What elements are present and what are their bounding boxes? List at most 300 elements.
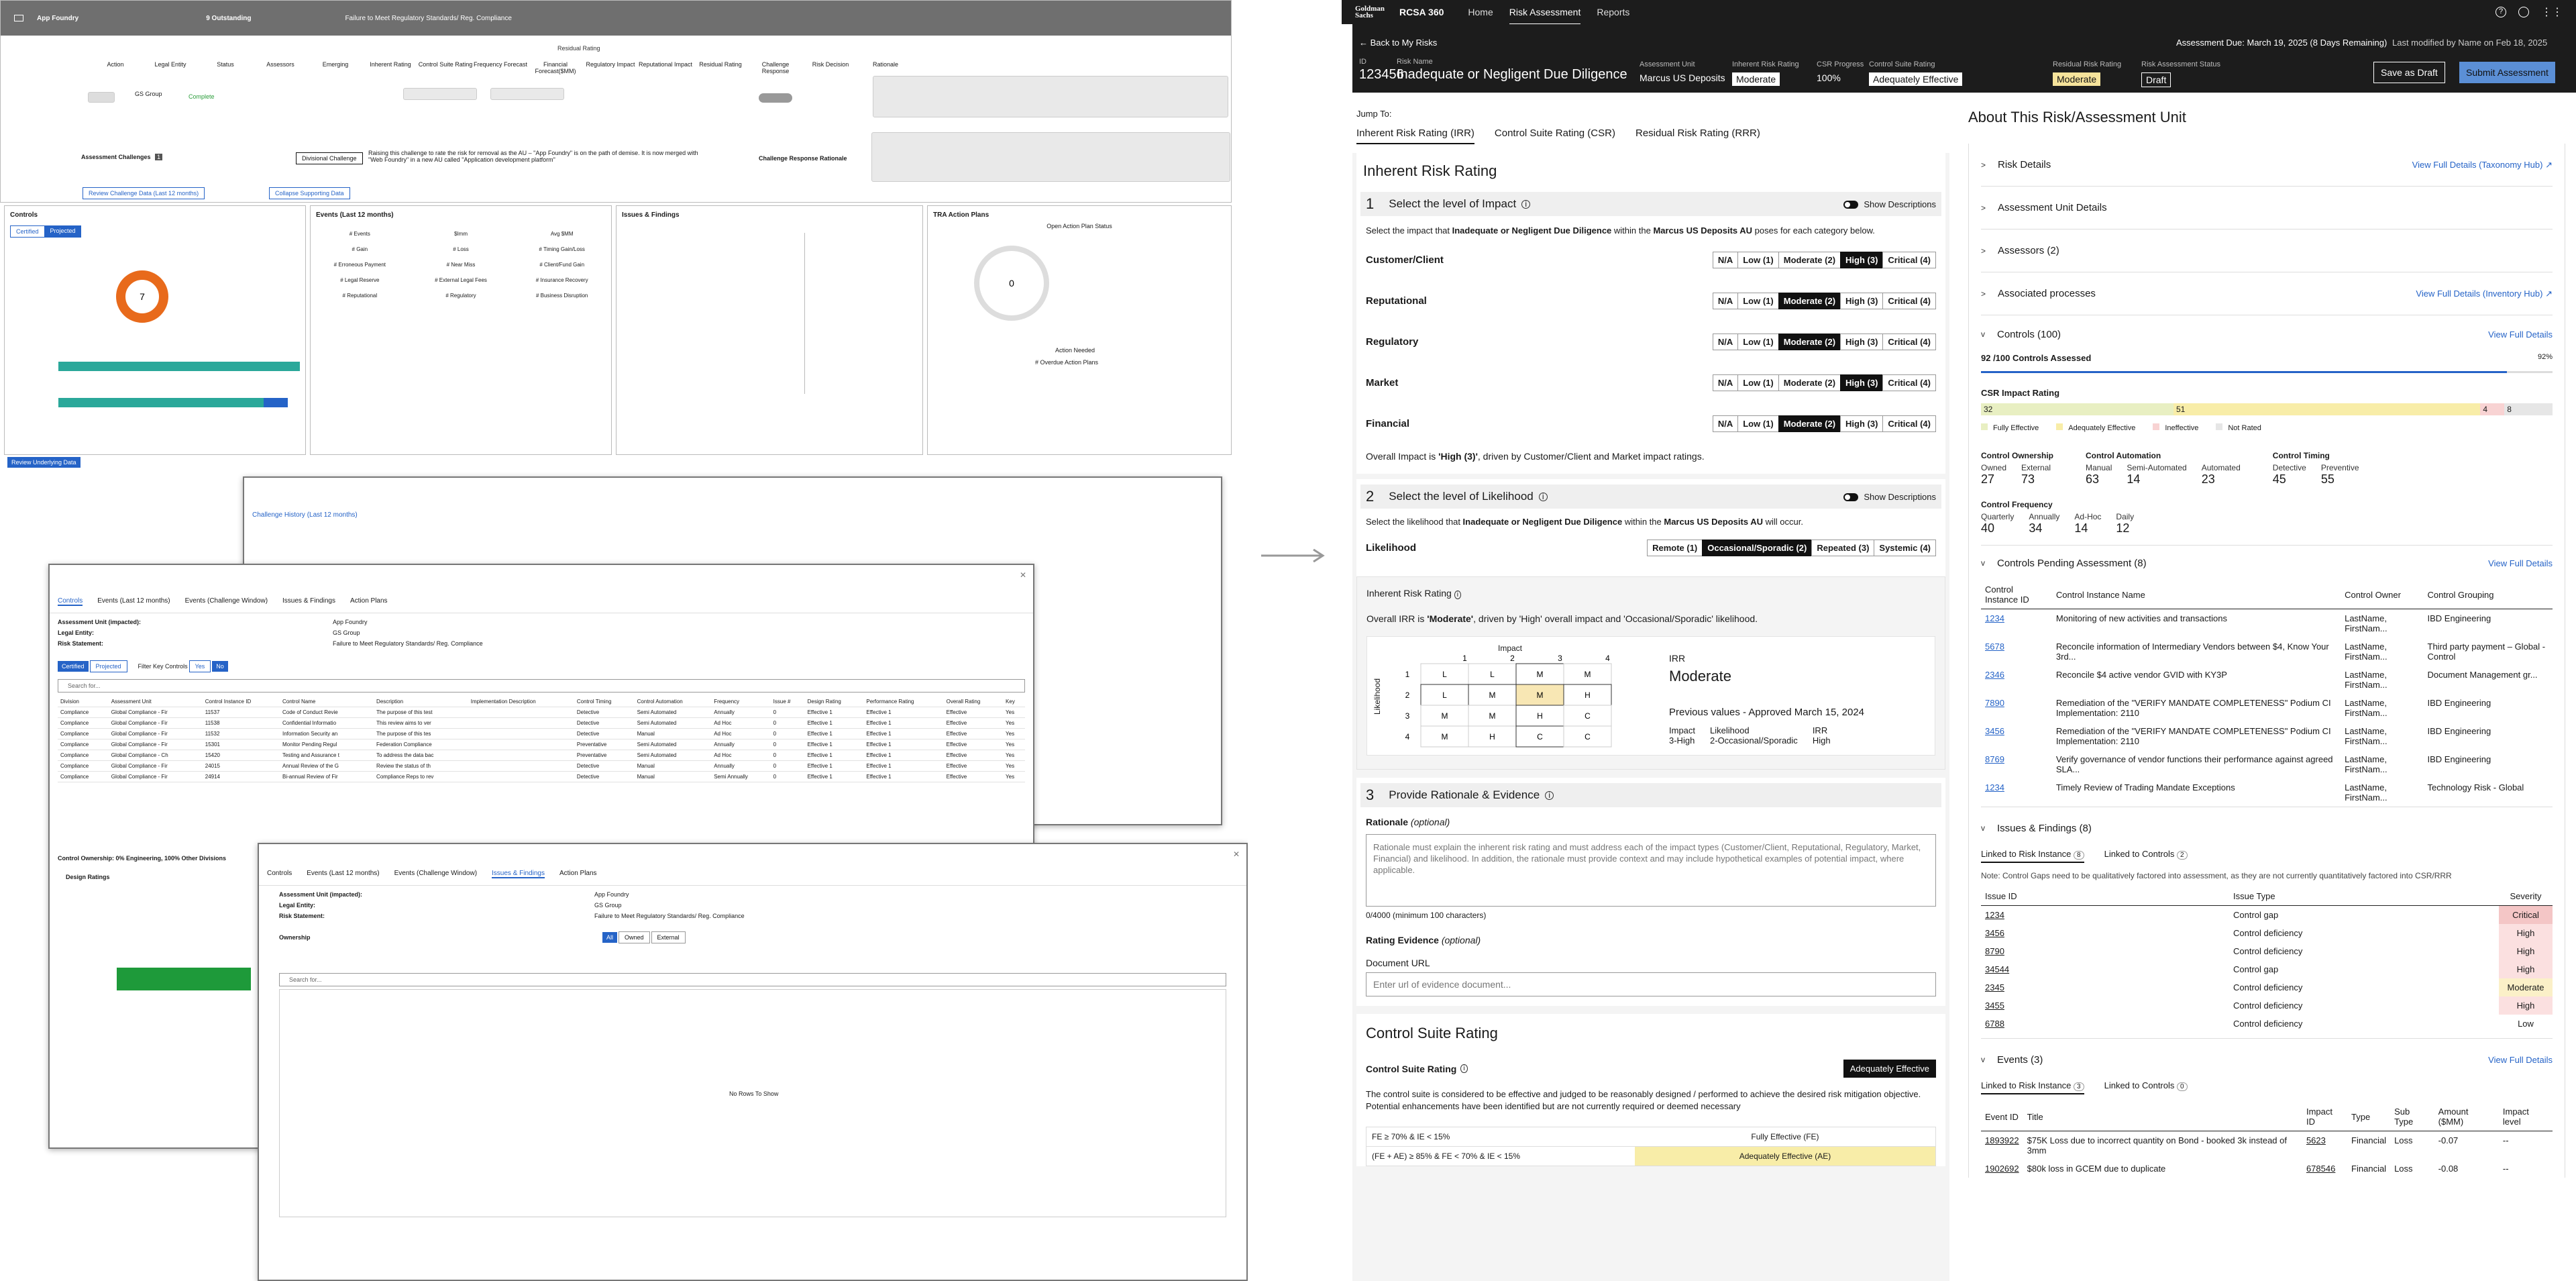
- issue-id-link[interactable]: 2345: [1985, 982, 2004, 992]
- modal-tab[interactable]: Events (Challenge Window): [394, 870, 478, 877]
- table-cell: LastName, FirstNam...: [2345, 782, 2387, 803]
- linked-controls-tab[interactable]: Linked to Controls 2: [2104, 849, 2188, 863]
- view-inventory-link[interactable]: View Full Details (Inventory Hub) ↗: [2416, 288, 2553, 299]
- event-link[interactable]: 5623: [2306, 1135, 2326, 1145]
- grid-column-header: Emerging: [322, 61, 349, 68]
- ownership-summary: Control Ownership: 0% Engineering, 100% Other Divisions: [58, 855, 227, 862]
- stat-label: Ad-Hoc: [2074, 512, 2102, 521]
- id-value: 123456: [1359, 67, 1404, 82]
- table-row: [1981, 1015, 2553, 1033]
- table-cell: Annually: [711, 707, 770, 718]
- view-taxonomy-link[interactable]: View Full Details (Taxonomy Hub) ↗: [2412, 159, 2553, 170]
- stat-value: 55: [2320, 472, 2334, 486]
- issue-type: Control deficiency: [2233, 982, 2303, 992]
- table-cell: Annually: [711, 761, 770, 772]
- own-external[interactable]: External: [651, 931, 686, 943]
- table-cell: Reconcile information of Intermediary Vendors between $4, Know Your 3rd...: [2055, 642, 2329, 662]
- legend-swatch: [2056, 423, 2063, 430]
- table-cell: Monitoring of new activities and transactions: [2055, 613, 2227, 623]
- impact-option[interactable]: Low (1): [1737, 415, 1779, 432]
- likelihood-option[interactable]: Remote (1): [1647, 540, 1703, 556]
- csr-rule: FE ≥ 70% & IE < 15%: [1372, 1132, 1450, 1141]
- user-icon[interactable]: [2518, 7, 2529, 17]
- impact-selector: [1713, 252, 1936, 268]
- impact-option[interactable]: Moderate (2): [1778, 293, 1841, 309]
- yes-toggle[interactable]: Yes: [189, 660, 211, 672]
- modal-tab[interactable]: Controls: [267, 870, 292, 877]
- impact-option[interactable]: High (3): [1840, 334, 1883, 350]
- stat-row: [1981, 512, 2553, 535]
- table-cell: --: [2502, 1164, 2509, 1174]
- jump-tab[interactable]: Inherent Risk Rating (IRR): [1356, 127, 1474, 144]
- table-row: [1981, 637, 2553, 666]
- column-header: Assessment Unit: [109, 697, 203, 707]
- impact-row: [1366, 280, 1936, 321]
- modal-field: [279, 913, 1226, 923]
- info-icon[interactable]: i: [1521, 200, 1530, 209]
- impact-option[interactable]: N/A: [1713, 415, 1738, 432]
- step-2-title: Select the level of Likelihood: [1389, 490, 1534, 503]
- show-descriptions-toggle[interactable]: [1843, 493, 1858, 501]
- table-cell: LastName, FirstNam...: [2345, 613, 2387, 633]
- info-icon[interactable]: i: [1454, 591, 1461, 599]
- rrr-badge: Moderate: [2053, 72, 2100, 86]
- rationale-textarea[interactable]: Rationale must explain the inherent risk rating and must address each of the impact types (Customer/Client, Reputational, Regulatory, Market, Financial) and likelihood. In addition, the rationale must provide context and may include hypothetical examples of potential impact, where applicable.: [1366, 834, 1936, 907]
- info-icon[interactable]: i: [1460, 1064, 1467, 1073]
- impact-option[interactable]: Critical (4): [1882, 415, 1936, 432]
- likelihood-option[interactable]: Occasional/Sporadic (2): [1702, 540, 1812, 556]
- issue-id-link[interactable]: 6788: [1985, 1019, 2004, 1029]
- table-cell: Compliance Reps to rev: [374, 772, 468, 782]
- projected-tab[interactable]: Projected: [90, 660, 127, 672]
- impact-option[interactable]: Moderate (2): [1778, 415, 1841, 432]
- financial-field[interactable]: [490, 88, 564, 100]
- challenge-history-title: Challenge History (Last 12 months): [252, 511, 358, 519]
- previous-values-label: Previous values - Approved March 15, 2024: [1669, 707, 1864, 718]
- modal-tabs: [259, 863, 1246, 886]
- step-1-description: Select the impact that Inadequate or Negligent Due Diligence within the Marcus US Deposits AU poses for each category below.: [1366, 225, 1875, 236]
- csr-subtitle: Control Suite Rating: [1366, 1063, 1457, 1074]
- table-cell: $75K Loss due to incorrect quantity on Bond - booked 3k instead of 3mm: [2027, 1135, 2287, 1156]
- table-row: [1981, 906, 2553, 925]
- risk-details-accordion[interactable]: > Risk Details View Full Details (Taxonomy Hub) ↗: [1981, 144, 2553, 187]
- show-descriptions-label: Show Descriptions: [1864, 491, 1936, 502]
- svg-text:0: 0: [1009, 278, 1014, 289]
- controls-pct: 92%: [2537, 353, 2553, 361]
- csr-segment: 4: [2480, 403, 2504, 415]
- tra-label: TRA Action Plans: [933, 211, 989, 219]
- impact-option[interactable]: Critical (4): [1882, 334, 1936, 350]
- issue-id-link[interactable]: 3456: [1985, 928, 2004, 938]
- table-cell: Timely Review of Trading Mandate Exceptions: [2055, 782, 2235, 792]
- nav-home[interactable]: Home: [1468, 7, 1493, 17]
- irr-value: Moderate: [1669, 668, 1731, 684]
- column-header: Control Automation: [635, 697, 712, 707]
- matrix-row-label: 3: [1405, 711, 1410, 721]
- table-cell: Effective 1: [805, 707, 864, 718]
- grid-column-header: Control Suite Rating: [418, 61, 473, 68]
- matrix-cell-label: M: [1536, 670, 1544, 679]
- action-dropdown[interactable]: [88, 92, 115, 103]
- csr-legend: [1981, 423, 2553, 432]
- modal-tab[interactable]: Issues & Findings: [492, 870, 545, 877]
- table-cell: Detective: [574, 772, 635, 782]
- modal-tab[interactable]: Events (Challenge Window): [184, 597, 268, 605]
- status-value: Complete: [189, 93, 215, 100]
- issue-id-link[interactable]: 1234: [1985, 910, 2004, 920]
- collapse-button[interactable]: Collapse Supporting Data: [269, 187, 350, 199]
- modal-field: [58, 629, 1025, 640]
- table-cell: [468, 739, 574, 750]
- table-cell: Global Compliance - Fir: [109, 739, 203, 750]
- issues-label: Issues & Findings: [622, 211, 680, 219]
- impact-option[interactable]: Critical (4): [1882, 252, 1936, 268]
- open-action-label: Open Action Plan Status: [1046, 223, 1112, 229]
- nav-risk-assessment[interactable]: Risk Assessment: [1509, 7, 1581, 25]
- impact-option[interactable]: N/A: [1713, 293, 1738, 309]
- risk-assessment-grid-panel: [0, 0, 1232, 203]
- stat-value: 73: [2021, 472, 2035, 486]
- matrix-cell-label: M: [1584, 670, 1591, 679]
- table-cell: IBD Engineering: [2427, 698, 2491, 708]
- back-link[interactable]: [1359, 38, 1437, 48]
- view-full-controls[interactable]: View Full Details: [2488, 329, 2553, 340]
- own-all[interactable]: All: [602, 932, 617, 943]
- issue-id-link[interactable]: 3455: [1985, 1001, 2004, 1011]
- table-cell: Ad Hoc: [711, 718, 770, 729]
- rrr-label: Residual Risk Rating: [2053, 60, 2122, 68]
- certified-tab[interactable]: Certified: [58, 661, 89, 672]
- info-icon[interactable]: i: [1545, 791, 1554, 800]
- previous-values: [1669, 725, 1831, 746]
- likelihood-option[interactable]: Systemic (4): [1874, 540, 1936, 556]
- au-value: Marcus US Deposits: [1640, 72, 1725, 83]
- challenge-response-label: Challenge Response Rationale: [759, 155, 847, 162]
- help-icon[interactable]: ?: [2496, 7, 2506, 17]
- product-name[interactable]: RCSA 360: [1399, 7, 1444, 17]
- certified-tab[interactable]: Certified: [10, 225, 45, 238]
- event-link[interactable]: 1902692: [1985, 1164, 2019, 1174]
- review-challenge-button[interactable]: Review Challenge Data (Last 12 months): [83, 187, 205, 199]
- view-full-pending[interactable]: View Full Details: [2488, 558, 2553, 568]
- modal-field: [58, 619, 1025, 629]
- issues-accordion[interactable]: v Issues & Findings (8): [1981, 822, 2092, 834]
- legend-label: Fully Effective: [1993, 424, 2039, 432]
- previous-value-value: 3-High: [1669, 735, 1695, 746]
- grid-column-header: Financial Forecast($MM): [535, 61, 576, 74]
- table-cell: The purpose of this tes: [374, 729, 468, 739]
- controls-donut: [112, 266, 172, 327]
- grid-column-header: Reputational Impact: [638, 61, 693, 68]
- table-cell: [468, 750, 574, 761]
- table-cell: Semi Automated: [635, 739, 712, 750]
- rationale-field[interactable]: [873, 76, 1228, 117]
- table-cell: Effective: [944, 750, 1003, 761]
- controls-table: [58, 697, 1025, 782]
- grid-column-header: Challenge Response: [761, 61, 790, 74]
- table-cell: Bi-annual Review of Fir: [280, 772, 374, 782]
- impact-option[interactable]: High (3): [1840, 374, 1883, 391]
- impact-option[interactable]: High (3): [1840, 293, 1883, 309]
- table-cell: Confidential Informatio: [280, 718, 374, 729]
- control-id-link[interactable]: 3456: [1985, 726, 2004, 736]
- control-id-link[interactable]: 5678: [1985, 642, 2004, 652]
- table-cell: 0: [771, 729, 805, 739]
- own-owned[interactable]: Owned: [619, 931, 650, 943]
- modal-fields: [259, 886, 1246, 929]
- csr-rule-row: [1366, 1146, 1936, 1166]
- table-cell: 0: [771, 750, 805, 761]
- modal-search[interactable]: Search for...: [58, 679, 1025, 693]
- column-header: Event ID: [1981, 1103, 2023, 1131]
- impact-option[interactable]: Moderate (2): [1778, 252, 1841, 268]
- table-cell: Yes: [1003, 707, 1025, 718]
- au-details-accordion[interactable]: > Assessment Unit Details: [1981, 187, 2553, 229]
- optional-label: (optional): [1410, 817, 1450, 827]
- design-bar: [117, 968, 251, 990]
- events-accordion[interactable]: v Events (3) View Full Details: [1981, 1054, 2553, 1066]
- previous-value-label: Likelihood: [1710, 725, 1750, 735]
- modal-field-label: Assessment Unit (impacted):: [58, 619, 142, 625]
- issues-search[interactable]: Search for...: [279, 973, 1226, 986]
- column-header: Control Timing: [574, 697, 635, 707]
- column-header: Type: [2347, 1103, 2390, 1131]
- impact-option[interactable]: Low (1): [1737, 334, 1779, 350]
- csr-progress-value: 100%: [1817, 72, 1841, 83]
- modal-tab[interactable]: Issues & Findings: [282, 597, 335, 605]
- residual-rating-label: Residual Rating: [557, 45, 600, 52]
- matrix-cell-label: H: [1489, 732, 1495, 741]
- legend-label: Not Rated: [2228, 424, 2261, 432]
- table-cell: Ad Hoc: [711, 750, 770, 761]
- impact-option[interactable]: N/A: [1713, 334, 1738, 350]
- column-header: Severity: [2499, 887, 2553, 906]
- grid-column-header: Risk Decision: [812, 61, 849, 68]
- csr-description: The control suite is considered to be effective and judged to be reasonably designed / performed to achieve the desired risk mitigation objective. Potential enhancements have been identified but are not currently required or deemed necessary: [1366, 1089, 1921, 1111]
- table-row: [58, 718, 1025, 729]
- control-id-link[interactable]: 2346: [1985, 670, 2004, 680]
- optional-label: (optional): [1441, 935, 1481, 945]
- issue-id-link[interactable]: 8790: [1985, 946, 2004, 956]
- submit-button[interactable]: Submit Assessment: [2459, 62, 2555, 83]
- table-header: [58, 697, 1025, 707]
- table-cell: LastName, FirstNam...: [2345, 698, 2387, 718]
- no-toggle[interactable]: No: [212, 661, 228, 672]
- csr-result: Adequately Effective (AE): [1635, 1147, 1935, 1166]
- table-cell: Code of Conduct Revie: [280, 707, 374, 718]
- control-id-link[interactable]: 8769: [1985, 754, 2004, 764]
- impact-option[interactable]: Moderate (2): [1778, 374, 1841, 391]
- table-row: [1981, 722, 2553, 750]
- stat-label: External: [2021, 463, 2051, 472]
- close-icon[interactable]: ✕: [1232, 850, 1240, 859]
- assessors-accordion[interactable]: > Assessors (2): [1981, 229, 2553, 272]
- modal-tab[interactable]: Events (Last 12 months): [97, 597, 170, 605]
- linked-risk-tab[interactable]: Linked to Risk Instance 8: [1981, 849, 2084, 863]
- table-cell: 11532: [203, 729, 280, 739]
- stat-value: 14: [2074, 521, 2088, 535]
- impact-option[interactable]: Low (1): [1737, 252, 1779, 268]
- matrix-col-label: 3: [1558, 654, 1562, 663]
- impact-option[interactable]: High (3): [1840, 415, 1883, 432]
- table-row: [1981, 694, 2553, 722]
- evidence-label: Rating Evidence: [1366, 935, 1439, 945]
- table-cell: Manual: [635, 729, 712, 739]
- table-cell: [468, 707, 574, 718]
- impact-option[interactable]: Critical (4): [1882, 374, 1936, 391]
- modal-tab[interactable]: Action Plans: [559, 870, 597, 877]
- grid-menu-icon[interactable]: ⋮⋮: [2541, 7, 2563, 18]
- pending-accordion[interactable]: v Controls Pending Assessment (8) View Full Details: [1981, 557, 2553, 569]
- risk-name-value: Inadequate or Negligent Due Diligence: [1397, 67, 1627, 82]
- table-cell: Effective: [944, 707, 1003, 718]
- impact-option[interactable]: Low (1): [1737, 293, 1779, 309]
- doc-url-input[interactable]: Enter url of evidence document...: [1366, 972, 1936, 996]
- table-cell: 0: [771, 772, 805, 782]
- stat-label: Annually: [2029, 512, 2060, 521]
- column-header: Title: [2023, 1103, 2302, 1131]
- impact-name: Market: [1366, 377, 1399, 389]
- arrow-right-icon: [1261, 549, 1325, 562]
- table-cell: Preventative: [574, 750, 635, 761]
- close-icon[interactable]: ✕: [1019, 570, 1026, 580]
- matrix-cell-label: L: [1442, 670, 1447, 679]
- impact-name: Regulatory: [1366, 336, 1419, 348]
- stat-title: Control Timing: [2272, 451, 2330, 460]
- table-cell: Federation Compliance: [374, 739, 468, 750]
- save-draft-button[interactable]: Save as Draft: [2373, 62, 2445, 83]
- impact-option[interactable]: N/A: [1713, 252, 1738, 268]
- challenge-response-field[interactable]: [871, 132, 1230, 182]
- table-cell: Detective: [574, 718, 635, 729]
- table-cell: Verify governance of vendor functions their performance against agreed SLA...: [2055, 754, 2333, 774]
- event-link[interactable]: 1893922: [1985, 1135, 2019, 1145]
- table-cell: Effective: [944, 761, 1003, 772]
- brand-logo[interactable]: Goldman Sachs: [1355, 5, 1385, 19]
- stat-item: [2127, 463, 2186, 486]
- table-row: [1981, 778, 2553, 807]
- impact-row: [1366, 321, 1936, 362]
- impact-option[interactable]: High (3): [1840, 252, 1883, 268]
- info-icon[interactable]: i: [1539, 493, 1548, 501]
- control-id-link[interactable]: 7890: [1985, 698, 2004, 708]
- table-cell: Effective 1: [805, 718, 864, 729]
- stat-item: [2074, 512, 2101, 535]
- table-cell: Global Compliance - Fir: [109, 729, 203, 739]
- table-cell: Technology Risk - Global: [2427, 782, 2524, 792]
- table-row: [58, 729, 1025, 739]
- previous-value-label: IRR: [1812, 725, 1828, 735]
- impact-option[interactable]: Critical (4): [1882, 293, 1936, 309]
- control-automation: [2086, 451, 2241, 486]
- events-label: Events (Last 12 months): [316, 211, 394, 219]
- table-cell: Reconcile $4 active vendor GVID with KY3P: [2055, 670, 2227, 680]
- table-row: [1981, 666, 2553, 694]
- table-cell: IBD Engineering: [2427, 754, 2491, 764]
- processes-accordion[interactable]: > Associated processes View Full Details (Inventory Hub) ↗: [1981, 272, 2553, 315]
- linked-risk-tab[interactable]: Linked to Risk Instance 3: [1981, 1080, 2084, 1094]
- jump-to-label: Jump To:: [1356, 109, 1392, 119]
- legal-entity-value: GS Group: [135, 91, 162, 97]
- matrix-cell-label: C: [1537, 732, 1543, 741]
- review-underlying-button[interactable]: Review Underlying Data: [7, 457, 80, 468]
- table-cell: Detective: [574, 729, 635, 739]
- previous-value: [1710, 725, 1798, 746]
- grid-row: [88, 88, 1228, 115]
- table-cell: Remediation of the "VERIFY MANDATE COMPLETENESS" Podium CI Implementation: 2110: [2055, 726, 2331, 746]
- table-cell: Compliance: [58, 718, 109, 729]
- issues-table: [1981, 887, 2553, 1033]
- column-header: Amount ($MM): [2434, 1103, 2499, 1131]
- control-id-link[interactable]: 1234: [1985, 613, 2004, 623]
- show-descriptions-toggle[interactable]: [1843, 201, 1858, 209]
- control-ownership: [1981, 451, 2053, 486]
- event-link[interactable]: 678546: [2306, 1164, 2336, 1174]
- issue-id-link[interactable]: 34544: [1985, 964, 2010, 974]
- frequency-field[interactable]: [403, 88, 477, 100]
- risk-statement: Failure to Meet Regulatory Standards/ Reg. Compliance: [345, 14, 512, 22]
- modal-tab[interactable]: Events (Last 12 months): [307, 870, 380, 877]
- impact-option[interactable]: Low (1): [1737, 374, 1779, 391]
- divisional-challenge-button[interactable]: Divisional Challenge: [296, 152, 363, 164]
- challenge-pill[interactable]: [759, 93, 792, 103]
- column-header: Key: [1003, 697, 1025, 707]
- table-cell: Financial: [2351, 1135, 2387, 1145]
- modal-tabs: [50, 591, 1033, 613]
- table-header: [1981, 887, 2553, 906]
- table-cell: Annual Review of the G: [280, 761, 374, 772]
- impact-option[interactable]: Moderate (2): [1778, 334, 1841, 350]
- table-cell: Global Compliance - Ch: [109, 750, 203, 761]
- stat-label: Automated: [2201, 463, 2241, 472]
- csr-progress-label: CSR Progress: [1817, 60, 1864, 68]
- table-cell: Yes: [1003, 729, 1025, 739]
- matrix-cell-label: H: [1537, 711, 1543, 721]
- jump-tabs: [1356, 127, 1760, 144]
- jump-tab[interactable]: Residual Risk Rating (RRR): [1635, 127, 1760, 139]
- table-row: [1981, 924, 2553, 942]
- likelihood-option[interactable]: Repeated (3): [1811, 540, 1874, 556]
- controls-accordion[interactable]: v Controls (100) View Full Details: [1981, 328, 2553, 340]
- table-cell: 0: [771, 761, 805, 772]
- modal-tab[interactable]: Action Plans: [350, 597, 388, 605]
- column-header: Division: [58, 697, 109, 707]
- projected-tab[interactable]: Projected: [45, 225, 81, 238]
- table-cell: Review the status of th: [374, 761, 468, 772]
- expand-icon[interactable]: [14, 15, 23, 21]
- irr-small-label: IRR: [1669, 653, 1686, 664]
- legend-label: Adequately Effective: [2068, 424, 2136, 432]
- control-id-link[interactable]: 1234: [1985, 782, 2004, 792]
- csr-impact-label: CSR Impact Rating: [1981, 388, 2060, 398]
- nav-reports[interactable]: Reports: [1597, 7, 1630, 17]
- linked-controls-tab[interactable]: Linked to Controls 0: [2104, 1080, 2188, 1094]
- previous-value-value: 2-Occasional/Sporadic: [1710, 735, 1798, 746]
- table-cell: 15301: [203, 739, 280, 750]
- modal-tab[interactable]: Controls: [58, 597, 83, 605]
- legend-item: [2056, 423, 2135, 432]
- before-collage: [0, 0, 1248, 1281]
- impact-name: Financial: [1366, 418, 1410, 429]
- table-cell: Yes: [1003, 750, 1025, 761]
- table-cell: This review aims to ver: [374, 718, 468, 729]
- table-cell: Annually: [711, 739, 770, 750]
- likelihood-selector: [1648, 540, 1936, 556]
- view-full-events[interactable]: View Full Details: [2488, 1054, 2553, 1065]
- jump-tab[interactable]: Control Suite Rating (CSR): [1494, 127, 1615, 139]
- impact-option[interactable]: N/A: [1713, 374, 1738, 391]
- csr-progress-field: [1817, 60, 1864, 83]
